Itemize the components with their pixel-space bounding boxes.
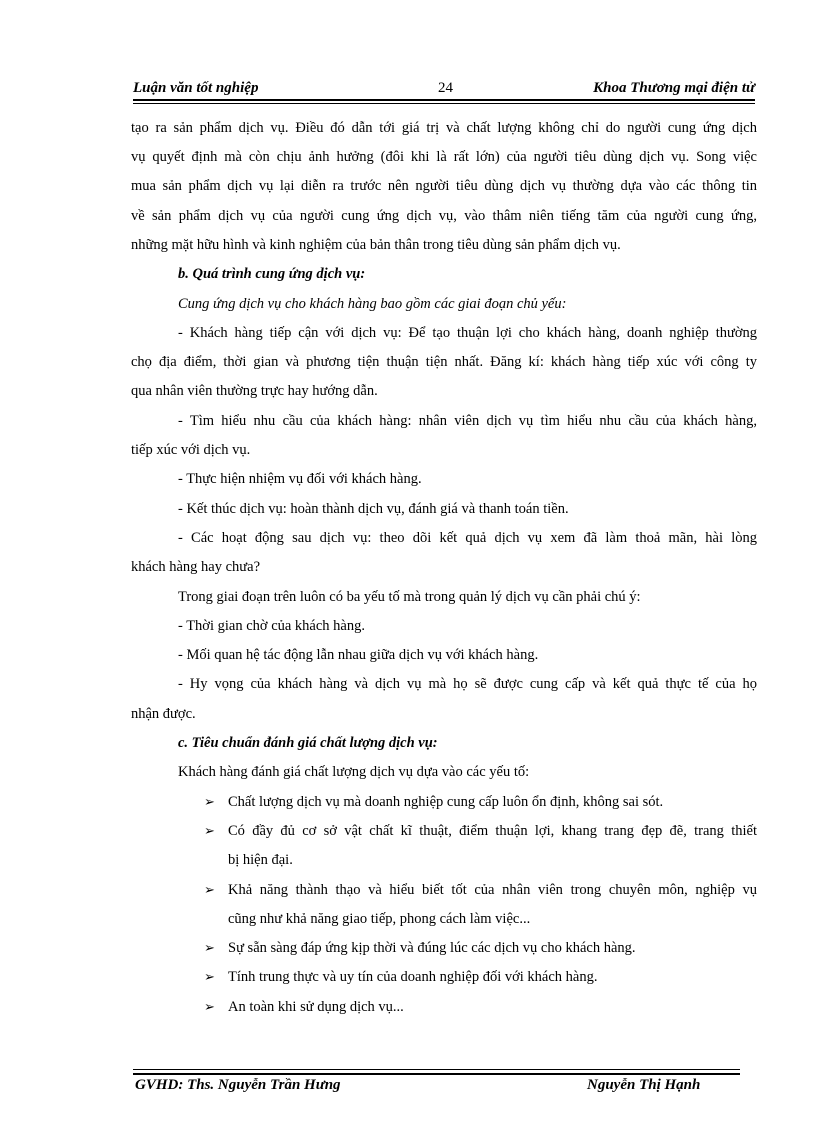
arrow-bullet-icon: ➢ [204, 940, 215, 955]
section-b-item-5: - Các hoạt động sau dịch vụ: theo dõi kết quả dịch vụ xem đã làm thoả mãn, hài lòng [178, 530, 757, 546]
section-b-factor-1: - Thời gian chờ của khách hàng. [178, 618, 365, 634]
body-line: tạo ra sản phẩm dịch vụ. Điều đó dẫn tới giá trị và chất lượng không chỉ do người cung ứng dịch [131, 120, 757, 136]
section-b-factors-intro: Trong giai đoạn trên luôn có ba yếu tố mà trong quản lý dịch vụ cần phải chú ý: [178, 589, 641, 605]
section-b-item-1: - Khách hàng tiếp cận với dịch vụ: Để tạo thuận lợi cho khách hàng, doanh nghiệp thường [178, 325, 757, 341]
footer-supervisor: GVHD: Ths. Nguyễn Trần Hưng [135, 1077, 341, 1093]
section-b-heading: b. Quá trình cung ứng dịch vụ: [178, 266, 366, 282]
page-header [133, 80, 755, 100]
criteria-text: Tính trung thực và uy tín của doanh nghiệp đối với khách hàng. [228, 969, 598, 985]
criteria-text: Khả năng thành thạo và hiểu biết tốt của nhân viên trong chuyên môn, nghiệp vụ [228, 882, 757, 898]
body-line: mua sản phẩm dịch vụ lại diễn ra trước nên người tiêu dùng dịch vụ thường dựa vào các thông tin [131, 178, 757, 194]
section-b-intro: Cung ứng dịch vụ cho khách hàng bao gồm các giai đoạn chủ yếu: [178, 296, 567, 312]
header-faculty: Khoa Thương mại điện tử [593, 80, 755, 96]
header-rule-thick [133, 99, 755, 101]
section-c-intro: Khách hàng đánh giá chất lượng dịch vụ dựa vào các yếu tố: [178, 764, 530, 780]
arrow-bullet-icon: ➢ [204, 823, 215, 838]
arrow-bullet-icon: ➢ [204, 999, 215, 1014]
footer-rule-thin [133, 1069, 740, 1070]
page-number: 24 [438, 80, 453, 96]
criteria-text: An toàn khi sử dụng dịch vụ... [228, 999, 404, 1015]
footer-rule-thick [133, 1073, 740, 1075]
section-b-item-4: - Kết thúc dịch vụ: hoàn thành dịch vụ, đánh giá và thanh toán tiền. [178, 501, 569, 517]
header-rule-thin [133, 103, 755, 104]
section-b-factor-3: - Hy vọng của khách hàng và dịch vụ mà họ sẽ được cung cấp và kết quả thực tế của họ [178, 676, 757, 692]
arrow-bullet-icon: ➢ [204, 882, 215, 897]
body-line: về sản phẩm dịch vụ của người cung ứng dịch vụ, vào thâm niên tiếng tăm của người cung ứng, [131, 208, 757, 224]
arrow-bullet-icon: ➢ [204, 794, 215, 809]
section-b-item-3: - Thực hiện nhiệm vụ đối với khách hàng. [178, 471, 422, 487]
section-b-item-2: - Tìm hiểu nhu cầu của khách hàng: nhân viên dịch vụ tìm hiểu nhu cầu của khách hàng, [178, 413, 757, 429]
criteria-text: Có đầy đủ cơ sở vật chất kĩ thuật, điểm thuận lợi, khang trang đẹp đẽ, trang thiết [228, 823, 757, 839]
header-thesis-title: Luận văn tốt nghiệp [133, 80, 259, 96]
section-b-item-2-cont: tiếp xúc với dịch vụ. [131, 442, 251, 458]
body-line: những mặt hữu hình và kinh nghiệm của bản thân trong tiêu dùng sản phẩm dịch vụ. [131, 237, 621, 253]
arrow-bullet-icon: ➢ [204, 969, 215, 984]
criteria-text-cont: bị hiện đại. [228, 852, 293, 868]
section-b-factor-2: - Mối quan hệ tác động lẫn nhau giữa dịch vụ với khách hàng. [178, 647, 539, 663]
section-b-factor-3-cont: nhận được. [131, 706, 196, 722]
criteria-text: Sự sẵn sàng đáp ứng kịp thời và đúng lúc các dịch vụ cho khách hàng. [228, 940, 636, 956]
section-b-item-5-cont: khách hàng hay chưa? [131, 559, 261, 575]
criteria-text-cont: cũng như khả năng giao tiếp, phong cách làm việc... [228, 911, 531, 927]
criteria-text: Chất lượng dịch vụ mà doanh nghiệp cung cấp luôn ổn định, không sai sót. [228, 794, 664, 810]
footer-author: Nguyễn Thị Hạnh [587, 1077, 701, 1093]
section-c-heading: c. Tiêu chuẩn đánh giá chất lượng dịch vụ: [178, 735, 438, 751]
section-b-item-1-cont: qua nhân viên thường trực hay hướng dẫn. [131, 383, 378, 399]
section-b-item-1-cont: chọ địa điểm, thời gian và phương tiện thuận tiện nhất. Đăng kí: khách hàng tiếp xúc với công ty [131, 354, 757, 370]
body-line: vụ quyết định mà còn chịu ảnh hưởng (đôi khi là rất lớn) của người tiêu dùng dịch vụ. Song việc [131, 149, 757, 165]
